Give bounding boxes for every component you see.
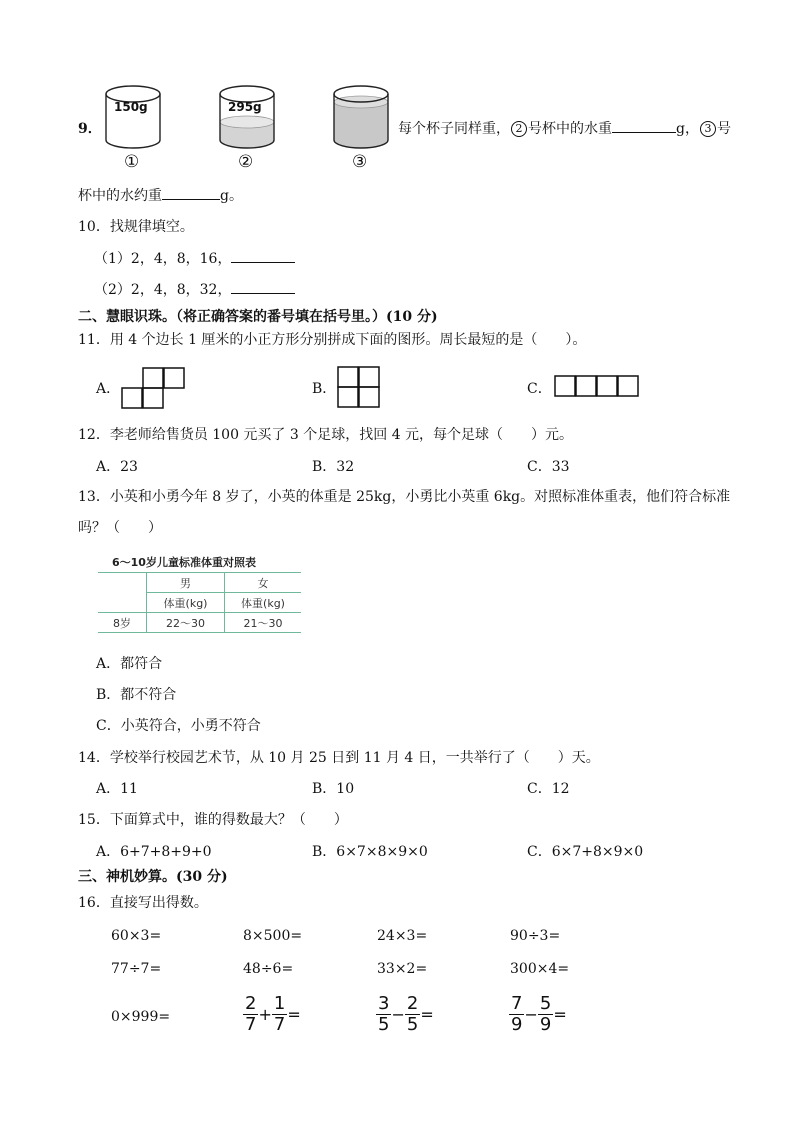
cup-1-index: ① [124, 152, 140, 172]
q10-blank-1[interactable] [231, 262, 295, 263]
q12-option-a: A．23 [96, 459, 138, 475]
table-male-range: 22～30 [147, 613, 225, 633]
calc-r1-c2: 8×500= [243, 928, 303, 944]
fraction-expr-2 [376, 994, 434, 1035]
q13-option-b: B．都不符合 [96, 687, 177, 703]
q11-shape-a [121, 367, 187, 411]
q9-unit-2: g。 [220, 188, 243, 204]
calc-r2-c4: 300×4= [510, 961, 570, 977]
numerator: 2 [406, 993, 419, 1014]
table-female-range: 21～30 [225, 613, 302, 633]
q12-option-c: C．33 [527, 459, 570, 475]
q10-stem: 10．找规律填空。 [78, 219, 194, 235]
table-subheader-male: 体重(kg) [147, 593, 225, 613]
q9-text-line2 [78, 187, 243, 205]
equals-sign: = [553, 1005, 567, 1024]
q9-text-a: 每个杯子同样重， [398, 121, 510, 137]
weight-table-grid [98, 572, 301, 633]
q9-line2-text: 杯中的水约重 [78, 188, 162, 204]
weight-table-title: 6～10岁儿童标准体重对照表 [112, 556, 256, 569]
operator: + [258, 1005, 272, 1024]
q13-option-a: A．都符合 [96, 656, 163, 672]
cup-2-index: ② [238, 152, 254, 172]
fraction-expr-3 [509, 994, 567, 1035]
calc-r2-c3: 33×2= [377, 961, 428, 977]
q15-stem: 15．下面算式中，谁的得数最大？（ ） [78, 812, 348, 828]
denominator: 7 [245, 1014, 257, 1035]
q9-text-line1 [398, 120, 731, 138]
section-2-title: 二、慧眼识珠。（将正确答案的番号填在括号里。）(10 分) [78, 309, 438, 325]
section-3-title: 三、神机妙算。(30 分) [78, 869, 228, 885]
q11-shape-b [337, 366, 383, 410]
cup-1 [106, 86, 160, 148]
equals-sign: = [420, 1005, 434, 1024]
q13-stem-line1: 13．小英和小勇今年 8 岁了，小英的体重是 25kg，小勇比小英重 6kg。对照标准体重表，他们符合标准 [78, 489, 731, 505]
q9-blank-2[interactable] [162, 199, 220, 200]
fraction [538, 994, 553, 1035]
fraction [405, 994, 420, 1035]
denominator: 5 [378, 1014, 390, 1035]
circle-2: 2 [511, 121, 527, 137]
q11-option-a-label: A． [96, 381, 121, 397]
circle-3: 3 [700, 121, 716, 137]
q15-option-c: C．6×7+8×9×0 [527, 844, 644, 860]
cup-3 [334, 86, 388, 148]
operator: − [391, 1005, 405, 1024]
fraction [509, 994, 524, 1035]
denominator: 9 [511, 1014, 523, 1035]
denominator: 5 [406, 1014, 419, 1035]
table-corner [98, 573, 147, 613]
calc-r1-c3: 24×3= [377, 928, 428, 944]
q14-option-a: A．11 [96, 781, 138, 797]
q14-option-b: B．10 [312, 781, 355, 797]
table-subheader-female: 体重(kg) [225, 593, 302, 613]
numerator: 3 [378, 993, 390, 1014]
numerator: 2 [245, 993, 257, 1014]
fraction [243, 994, 258, 1035]
q12-stem: 12．李老师给售货员 100 元买了 3 个足球，找回 4 元，每个足球（ ）元。 [78, 427, 574, 443]
calc-r2-c2: 48÷6= [243, 961, 294, 977]
cup-2 [220, 86, 274, 148]
weight-table [98, 554, 301, 633]
q12-option-b: B．32 [312, 459, 355, 475]
table-header-male: 男 [147, 573, 225, 593]
calc-r1-c4: 90÷3= [510, 928, 561, 944]
q11-option-c-label: C． [527, 381, 552, 397]
fraction-expr-1 [243, 994, 301, 1035]
cup-1-label: 150g [114, 100, 148, 114]
q10-sub2 [94, 281, 295, 299]
q10-sub1-text: （1）2，4，8，16， [94, 251, 232, 267]
operator: − [524, 1005, 538, 1024]
fraction [376, 994, 391, 1035]
q16-stem: 16．直接写出得数。 [78, 895, 208, 911]
numerator: 1 [273, 993, 286, 1014]
equals-sign: = [287, 1005, 301, 1024]
q15-option-b: B．6×7×8×9×0 [312, 844, 428, 860]
numerator: 7 [511, 993, 523, 1014]
q10-sub2-text: （2）2，4，8，32， [94, 282, 232, 298]
q9-text-b: 号杯中的水重 [528, 121, 612, 137]
calc-r3-c1: 0×999= [111, 1009, 171, 1025]
q15-option-a: A．6+7+8+9+0 [96, 844, 212, 860]
table-age-cell: 8岁 [98, 613, 147, 633]
q14-stem: 14．学校举行校园艺术节，从 10 月 25 日到 11 月 4 日，一共举行了（ ）天。 [78, 750, 600, 766]
calc-r2-c1: 77÷7= [111, 961, 162, 977]
q14-option-c: C．12 [527, 781, 570, 797]
q13-stem-line2: 吗？（ ） [78, 520, 162, 536]
cup-2-label: 295g [228, 100, 262, 114]
q10-sub1 [94, 250, 295, 268]
numerator: 5 [539, 993, 552, 1014]
table-header-female: 女 [225, 573, 302, 593]
q9-unit-1: g， [676, 121, 699, 137]
q13-option-c: C．小英符合，小勇不符合 [96, 718, 261, 734]
cup-3-index: ③ [352, 152, 368, 172]
q11-option-b-label: B． [312, 381, 337, 397]
q11-shape-c [554, 375, 640, 398]
fraction [272, 994, 287, 1035]
denominator: 9 [539, 1014, 552, 1035]
q11-stem: 11．用 4 个边长 1 厘米的小正方形分别拼成下面的图形。周长最短的是（ ）。 [78, 332, 587, 348]
denominator: 7 [273, 1014, 286, 1035]
q10-blank-2[interactable] [231, 293, 295, 294]
q9-text-c: 号 [716, 121, 731, 137]
calc-r1-c1: 60×3= [111, 928, 162, 944]
q9-number: 9． [78, 121, 102, 137]
q9-blank-1[interactable] [612, 132, 676, 133]
